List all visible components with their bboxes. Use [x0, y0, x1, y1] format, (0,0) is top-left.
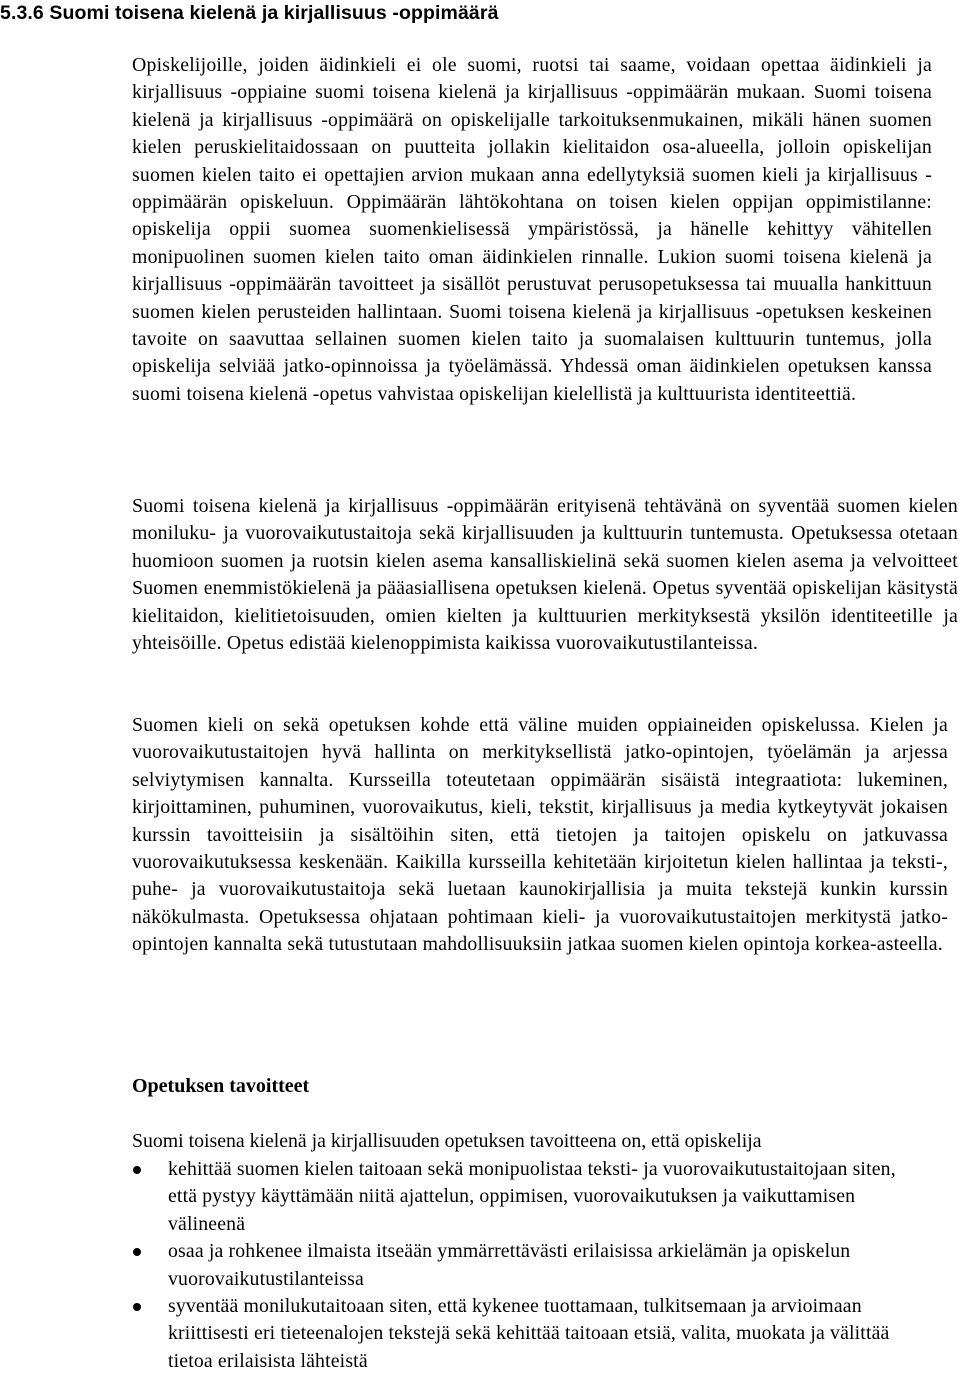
goals-list-item-text: osaa ja rohkenee ilmaista itseään ymmärrettävästi erilaisissa arkielämän ja opiskelun vuorovaikutustilanteissa [168, 1240, 851, 1290]
goals-list-item-text: kehittää suomen kielen taitoaan sekä monipuolistaa teksti- ja vuorovaikutustaitojaan siten, että pystyy käyttämään niitä ajattelun, oppimisen, vuorovaikutuksen ja vaikuttamisen välineenä [168, 1158, 896, 1235]
paragraph-intro: Opiskelijoille, joiden äidinkieli ei ole suomi, ruotsi tai saame, voidaan opettaa äidinkieli ja kirjallisuus -oppiaine suomi toisena kielenä ja kirjallisuus -oppimäärän mukaan. Suomi toisena kielenä ja kirjallisuus -oppimäärä on opiskelijalle tarkoituksenmukainen, mikäli hänen suomen kielen peruskielitaidossaan on puutteita jollakin kielitaidon osa-alueella, jolloin opiskelijan suomen kielen taito ei opettajien arvion mukaan anna edellytyksiä suomen kieli ja kirjallisuus -oppimäärän opiskeluun. Oppimäärän lähtökohtana on toisen kielen oppijan oppimistilanne: opiskelija oppii suomea suomenkielisessä ympäristössä, ja hänelle kehittyy vähitellen monipuolinen suomen kielen taito oman äidinkielen rinnalle. Lukion suomi toisena kielenä ja kirjallisuus -oppimäärän tavoitteet ja sisällöt perustuvat perusopetuksessa tai muualla hankittuun suomen kielen perusteiden hallintaan. Suomi toisena kielenä ja kirjallisuus -opetuksen keskeinen tavoite on saavuttaa sellainen suomen kielen taito ja suomalaisen kulttuurin tuntemus, jolla opiskelija selviää jatko-opinnoissa ja työelämässä. Yhdessä oman äidinkielen opetuksen kanssa suomi toisena kielenä -opetus vahvistaa opiskelijan kielellistä ja kulttuurista identiteettiä. [132, 54, 932, 405]
goals-list-item-text: syventää monilukutaitoaan siten, että kykenee tuottamaan, tulkitsemaan ja arvioimaan kriittisesti eri tieteenalojen tekstejä sekä kehittää taitoaan etsiä, valita, muokata ja välittää tietoa erilaisista lähteistä [168, 1295, 890, 1372]
goals-list [0, 1156, 960, 1375]
paragraph-integration: Suomen kieli on sekä opetuksen kohde että väline muiden oppiaineiden opiskelussa. Kielen ja vuorovaikutustaitojen hyvä hallinta on merkityksellistä jatko-opintojen, työelämän ja arjessa selviytymisen kannalta. Kursseilla toteutetaan oppimäärän sisäistä integraatiota: lukeminen, kirjoittaminen, puhuminen, vuorovaikutus, kieli, tekstit, kirjallisuus ja media kytkeytyvät jokaisen kurssin tavoitteisiin ja sisältöihin siten, että tietojen ja taitojen opiskelu on jatkuvassa vuorovaikutuksessa keskenään. Kaikilla kursseilla kehitetään kirjoitetun kielen hallintaa ja teksti-, puhe- ja vuorovaikutustaitoja sekä luetaan kaunokirjallisia ja muita tekstejä kunkin kurssin näkökulmasta. Opetuksessa ohjataan pohtimaan kieli- ja vuorovaikutustaitojen merkitystä jatko-opintojen kannalta sekä tutustutaan mahdollisuuksiin jatkaa suomen kielen opintoja korkea-asteella. [132, 714, 948, 956]
bullet-icon [133, 1248, 141, 1256]
goals-heading: Opetuksen tavoitteet [132, 1075, 310, 1097]
goals-intro: Suomi toisena kielenä ja kirjallisuuden opetuksen tavoitteena on, että opiskelija [132, 1130, 762, 1152]
section-heading: 5.3.6 Suomi toisena kielenä ja kirjallisuus -oppimäärä [0, 2, 499, 24]
bullet-icon [133, 1303, 141, 1311]
bullet-icon [133, 1166, 141, 1174]
goals-list-item [0, 1156, 908, 1238]
goals-list-item [0, 1238, 908, 1293]
goals-list-item [0, 1293, 908, 1375]
paragraph-special-task: Suomi toisena kielenä ja kirjallisuus -oppimäärän erityisenä tehtävänä on syventää suomen kielen moniluku- ja vuorovaikutustaitoja sekä kirjallisuuden ja kulttuurin tuntemusta. Opetuksessa otetaan huomioon suomen ja ruotsin kielen asema kansalliskielinä sekä suomen kielen asema ja velvoitteet Suomen enemmistökielenä ja pääasiallisena opetuksen kielenä. Opetus syventää opiskelijan käsitystä kielitaidon, kielitietoisuuden, omien kielten ja kulttuurien merkityksestä yksilön identiteetille ja yhteisöille. Opetus edistää kielenoppimista kaikissa vuorovaikutustilanteissa. [132, 495, 958, 655]
